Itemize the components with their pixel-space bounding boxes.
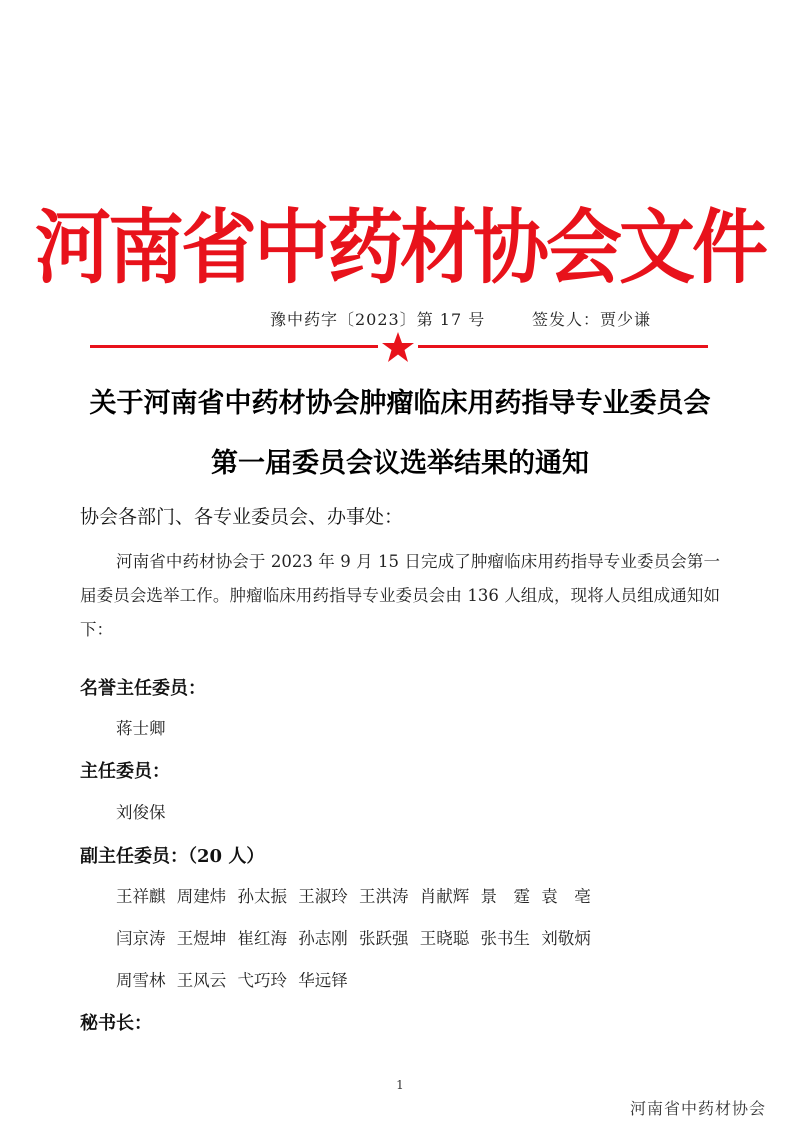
person-name: 崔红海 — [237, 929, 287, 948]
red-divider-left — [90, 345, 378, 348]
document-meta-line — [0, 308, 800, 332]
person-name: 蒋士卿 — [116, 719, 166, 738]
person-name: 张书生 — [480, 929, 530, 948]
page-number: 1 — [396, 1078, 404, 1092]
person-name: 刘敬炳 — [541, 929, 591, 948]
star-icon-svg — [381, 331, 415, 363]
person-name: 王洪涛 — [359, 887, 409, 906]
section-honorary-director-label: 名誉主任委员： — [80, 678, 206, 699]
masthead-title: 河南省中药材协会文件 — [35, 200, 765, 295]
section-director-label: 主任委员： — [80, 761, 170, 782]
body-paragraph: 河南省中药材协会于 2023 年 9 月 15 日完成了肿瘤临床用药指导专业委员会第一届委员会选举工作。肿瘤临床用药指导专业委员会由 136 人组成，现将人员组成通知如下： — [80, 552, 720, 639]
person-name: 张跃强 — [359, 929, 409, 948]
person-name: 景 霆 — [480, 887, 530, 906]
person-name: 肖献辉 — [419, 887, 470, 906]
person-name: 王晓聪 — [419, 929, 470, 948]
person-name: 王祥麒 — [116, 887, 166, 906]
deputy-directors-row-3 — [116, 967, 354, 995]
star-icon — [380, 330, 416, 364]
salutation: 协会各部门、各专业委员会、办事处： — [80, 506, 404, 528]
person-name: 王煜坤 — [176, 929, 227, 948]
deputy-directors-row-2 — [116, 925, 597, 953]
section-deputy-directors-label: 副主任委员：（20 人） — [80, 846, 265, 867]
person-name: 闫京涛 — [116, 929, 166, 948]
person-name: 华远铎 — [298, 971, 348, 990]
person-name: 弋巧玲 — [237, 971, 287, 990]
person-name: 刘俊保 — [116, 803, 166, 822]
document-number: 豫中药字〔2023〕第 17 号 — [270, 310, 486, 329]
notice-title-line-1: 关于河南省中药材协会肿瘤临床用药指导专业委员会 — [89, 388, 711, 419]
person-name: 孙志刚 — [298, 929, 348, 948]
director-names — [116, 799, 172, 827]
person-name: 袁 亳 — [541, 887, 591, 906]
footer-organization: 河南省中药材协会 — [630, 1099, 767, 1118]
person-name: 王风云 — [176, 971, 227, 990]
deputy-directors-row-1 — [116, 883, 597, 911]
person-name: 孙太振 — [237, 887, 287, 906]
person-name: 王淑玲 — [298, 887, 348, 906]
person-name: 周雪林 — [116, 971, 166, 990]
signer: 签发人：贾少谦 — [532, 310, 652, 329]
honorary-director-names — [116, 715, 172, 743]
section-secretary-general-label: 秘书长： — [80, 1013, 152, 1034]
person-name: 周建炜 — [176, 887, 227, 906]
notice-title-line-2: 第一届委员会议选举结果的通知 — [211, 448, 589, 479]
red-divider-right — [418, 345, 708, 348]
